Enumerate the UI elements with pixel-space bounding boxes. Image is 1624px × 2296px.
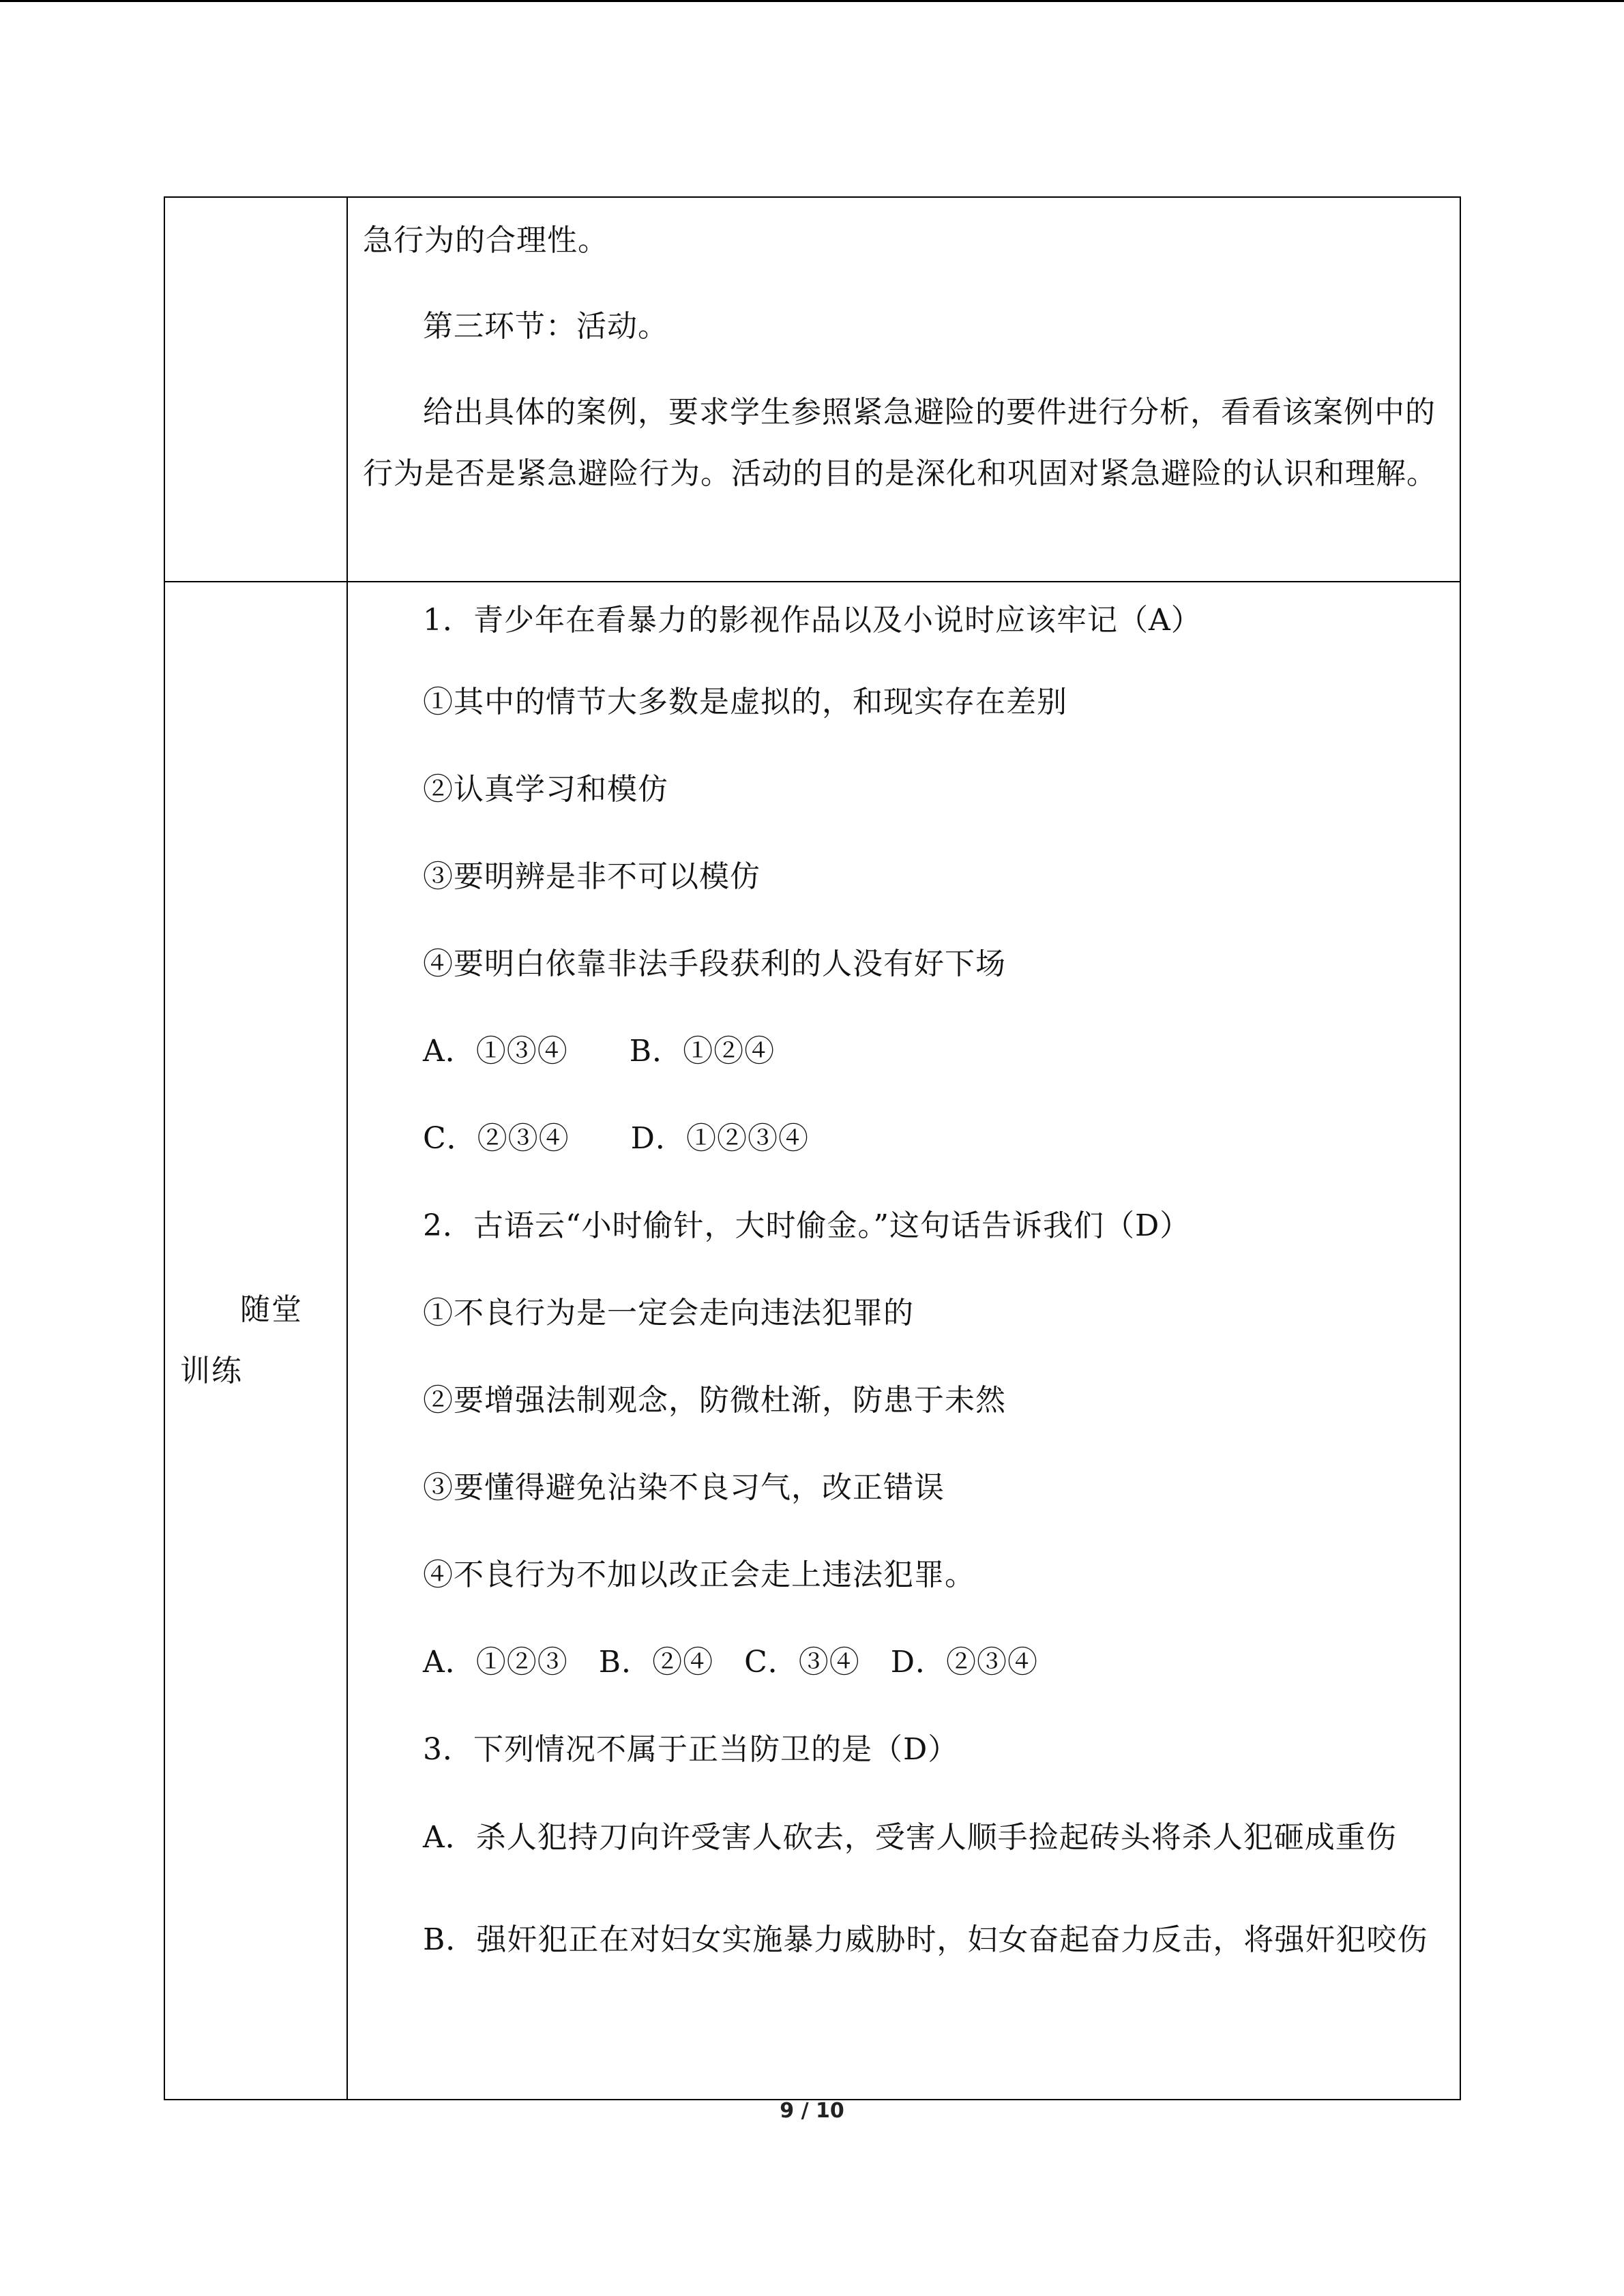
row-content-cell	[347, 197, 1460, 582]
row-label-cell	[164, 197, 347, 582]
question-1-item-4: ④要明白依靠非法手段获利的人没有好下场	[423, 946, 1006, 981]
question-1-stem: 1．青少年在看暴力的影视作品以及小说时应该牢记（A）	[423, 603, 1202, 638]
row-label-practice: 随堂训练	[180, 1292, 303, 1388]
question-1-item-3: ③要明辨是非不可以模仿	[423, 859, 761, 894]
question-3-option-a: A．杀人犯持刀向许受害人砍去，受害人顺手捡起砖头将杀人犯砸成重伤	[423, 1820, 1397, 1855]
table-row-activity	[164, 197, 1460, 582]
paragraph-activity-description: 给出具体的案例，要求学生参照紧急避险的要件进行分析，看看该案例中的行为是否是紧急避险行为。活动的目的是深化和巩固对紧急避险的认识和理解。	[363, 395, 1437, 491]
question-1-item-2: ②认真学习和模仿	[423, 772, 668, 807]
question-1-item-1: ①其中的情节大多数是虚拟的，和现实存在差别	[423, 685, 1067, 719]
question-1-options-cd: C．②③④ D．①②③④	[423, 1121, 809, 1156]
question-2-item-3: ③要懂得避免沾染不良习气，改正错误	[423, 1470, 945, 1505]
question-2-item-4: ④不良行为不加以改正会走上违法犯罪。	[423, 1557, 975, 1592]
paragraph-continuation: 急行为的合理性。	[363, 223, 608, 258]
top-border-line	[0, 0, 1624, 2]
question-3-stem: 3．下列情况不属于正当防卫的是（D）	[423, 1732, 959, 1767]
page-number: 9 / 10	[780, 2099, 844, 2123]
question-2-options: A．①②③ B．②④ C．③④ D．②③④	[423, 1645, 1039, 1680]
row-content-cell	[347, 582, 1460, 2100]
paragraph-third-step: 第三环节：活动。	[423, 309, 668, 344]
question-2-item-2: ②要增强法制观念，防微杜渐，防患于未然	[423, 1383, 1006, 1418]
question-2-item-1: ①不良行为是一定会走向违法犯罪的	[423, 1296, 914, 1330]
question-2-stem: 2．古语云“小时偷针，大时偷金。”这句话告诉我们（D）	[423, 1208, 1191, 1243]
table-row-practice	[164, 582, 1460, 2100]
question-1-options-ab: A．①③④ B．①②④	[423, 1034, 776, 1069]
row-label-cell	[164, 582, 347, 2100]
question-3-option-b: B．强奸犯正在对妇女实施暴力威胁时，妇女奋起奋力反击，将强奸犯咬伤	[423, 1922, 1428, 1957]
lesson-plan-table	[164, 196, 1461, 2100]
